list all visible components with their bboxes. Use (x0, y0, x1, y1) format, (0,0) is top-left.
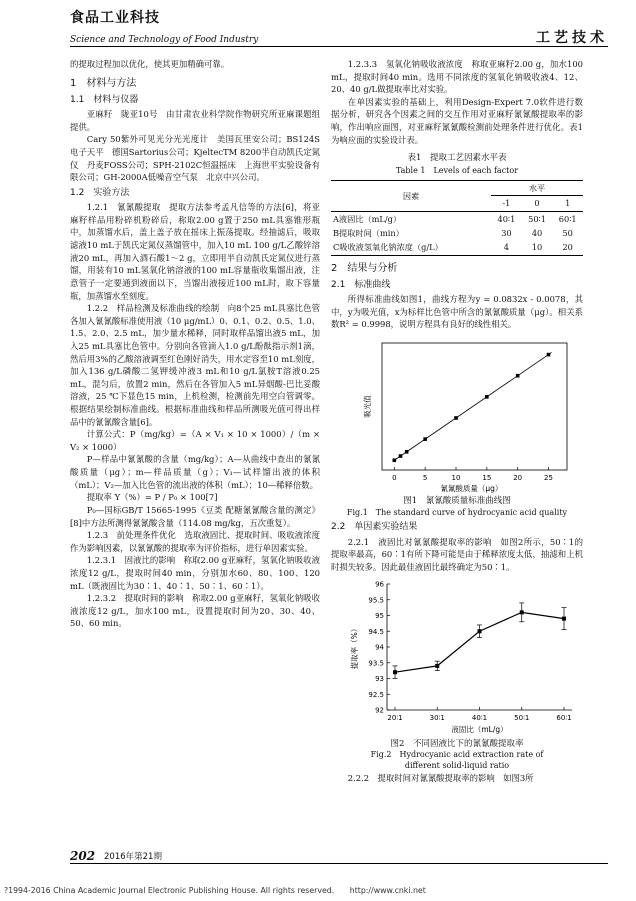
fig2-caption-english-line2: different solid-liquid ratio (404, 761, 510, 771)
fig1-caption-english: Fig.1 The standard curve of hydrocyanic acid quality (346, 507, 568, 517)
extraction-rate-chart (332, 578, 582, 738)
y-tick-label: 93.5 (368, 658, 384, 667)
x-tick-label: 0 (392, 473, 397, 482)
factor-level-table (331, 180, 583, 255)
y-tick-label: 95 (375, 611, 384, 620)
table-cell: 20 (562, 242, 573, 253)
y-tick-label: 93 (375, 674, 384, 683)
header-rule (70, 46, 608, 47)
design-paragraph: 在单因素实验的基础上，利用Design-Expert 7.0软件进行数据分析，研究各个因素之间的交互作用对亚麻籽氰氰酸提取率的影响，作出响应面图，对亚麻籽氰氰酸检测前处理条件进行优化。表1为响应面的实验设计表。 (331, 96, 583, 145)
plot-frame (382, 343, 567, 470)
data-point (562, 616, 566, 620)
y-axis-label: 提取率（%） (350, 624, 359, 670)
table-cell: 30 (501, 227, 512, 238)
x-tick-label: 10 (451, 473, 461, 482)
x-tick-label: 30∶1 (429, 713, 445, 722)
fit-line (394, 352, 551, 460)
footer-rule (70, 863, 608, 864)
data-point (520, 610, 524, 614)
x-tick-label: 60∶1 (556, 713, 572, 722)
subsection-heading-2-2: 2.2 单因素实验结果 (331, 522, 418, 533)
method-1-2-3-2: 1.2.3.2 提取时间的影响 称取2.00 g亚麻籽，氢氧化钠吸收液浓度12 g/L，加水100 mL，设置提取时间为20、30、40、50、60 min。 (70, 593, 320, 629)
table-level: -1 (502, 198, 511, 209)
journal-english-title: Science and Technology of Food Industry (70, 35, 259, 45)
right-column (331, 58, 583, 785)
journal-logo: 食品工业科技 (70, 10, 160, 26)
data-point (485, 395, 489, 399)
formula-2: 提取率 Y（%）= P / P₀ × 100[7] (86, 492, 218, 503)
fig2-caption: 图2 不同固液比下的氰氰酸提取率 (390, 738, 524, 749)
y-tick-label: 96 (375, 580, 384, 589)
x-axis-label: 液固比（mL/g） (451, 724, 508, 734)
formula-2-definitions: P₀—国标GB/T 15665-1995《豆类 配糖氰氰酸含量的测定》[8]中方法所测得氰氰酸含量（114.08 mg/kg，五次重复）。 (70, 504, 320, 528)
table-cell: 50 (562, 227, 573, 238)
table-caption: 表1 提取工艺因素水平表 (407, 153, 507, 164)
table-header-factor: 因素 (402, 190, 420, 201)
issue-label: 2016年第21期 (104, 852, 162, 862)
table-header-level: 水平 (491, 181, 583, 196)
data-point (478, 629, 482, 633)
method-1-2-1: 1.2.1 氰氰酸提取 提取方法参考孟凡信等的方法[6]，将亚麻籽样品用粉碎机粉碎后，称取2.00 g置于250 mL具塞锥形瓶中，加蒸馏水后，盖上盖子放在摇床上振荡提取。经抽滤后，吸取滤液10 mL于凯氏定氮仪蒸馏管中，加入10 mL 100 g/L乙酸锌溶液20 mL，再加入酒石酸1～2 g，立即用半自动凯氏定氮仪进行蒸馏，用装有10 mL氢氧化钠溶液的100 mL容量瓶收集馏出液，注意管子一定要通到液面以下，当馏出液接近100 mL时，取下容量瓶，加蒸馏水至刻度。 (70, 202, 320, 301)
data-point (435, 664, 439, 668)
section-heading-2: 2 结果与分析 (331, 262, 398, 274)
x-tick-label: 20∶1 (387, 713, 403, 722)
data-point (393, 458, 397, 462)
method-1-2-3-3: 1.2.3.3 氢氧化钠吸收液浓度 称取亚麻籽2.00 g，加水100 mL，提取时间40 min。选用不同浓度的氢氧化钠吸收液4、12、20、40 g/L做提取率比对实验。 (331, 59, 583, 95)
time-effect-paragraph: 2.2.2 提取时间对氰氰酸提取率的影响 如图3所 (347, 773, 534, 784)
data-point (405, 450, 409, 454)
data-point (454, 416, 458, 420)
data-point (393, 670, 397, 674)
subsection-heading-2-1: 2.1 标准曲线 (331, 279, 391, 290)
method-1-2-2: 1.2.2 样品检测及标准曲线的绘制 向8个25 mL具塞比色管各加入氰氰酸标准使用液（10 μg/mL）0、0.1、0.2、0.5、1.0、1.5、2.0、2.5 mL，加少量水稀释，同时取样品馏出液5 mL，加入25 mL具塞比色管中。分别向各管滴入1.0 g/L酚酞指示剂1滴，然后用3%的乙酸溶液调至红色刚好消失，用水定容至10 mL刻度，加入136 g/L磷酸二氢钾缓冲液3 mL和10 g/L氯胺T溶液0.25 mL，混匀后，放置2 min，然后在各管加入5 mL异烟酸-巴比妥酸溶液，25 ℃下显色15 min，上机检测，检测前先用空白管调零。根据结果绘制标准曲线。根据标准曲线和样品所测吸光值可得出样品中的氰氰酸含量[6]。 (70, 303, 320, 427)
subsection-heading-1-1: 1.1 材料与仪器 (70, 94, 139, 105)
data-point (399, 454, 403, 458)
y-tick-label: 95.5 (368, 595, 384, 604)
y-axis-label: 吸光值 (363, 395, 372, 418)
table-level: 1 (565, 198, 571, 209)
table-cell: A液固比（mL/g） (333, 213, 402, 224)
fig2-caption-english-line1: Fig.2 Hydrocyanic acid extraction rate of (370, 750, 544, 760)
left-column (70, 58, 320, 630)
table-row (331, 226, 583, 240)
y-tick-label: 94.5 (368, 627, 384, 636)
data-point (423, 437, 427, 441)
section-heading-1: 1 材料与方法 (70, 77, 137, 89)
x-tick-label: 20 (513, 473, 523, 482)
subsection-heading-1-2: 1.2 实验方法 (70, 187, 130, 198)
formula-1: 计算公式：P（mg/kg）=（A × V₁ × 10 × 1000）/（m × V₂ × 1000） (70, 429, 320, 452)
x-axis-label: 氰氰酸质量（μg） (440, 483, 503, 493)
data-point (547, 353, 551, 357)
table-cell: 40 (531, 227, 543, 238)
table-cell: C吸收液氢氧化钠浓度（g/L） (333, 242, 443, 253)
fig1-caption: 图1 氰氰酸质量标准曲线图 (403, 495, 511, 506)
copyright-line: ?1994-2016 China Academic Journal Electronic Publishing House. All rights reserved. http://www.cnki.net (4, 886, 426, 895)
x-tick-label: 5 (422, 473, 428, 482)
y-tick-label: 94 (375, 643, 384, 652)
table-cell: B提取时间（min） (333, 227, 404, 238)
intro-paragraph: 的提取过程加以优化，使其更加精确可靠。 (70, 59, 230, 69)
table-cell: 50∶1 (528, 213, 546, 224)
materials-paragraph: 亚麻籽 陇亚10号 由甘肃农业科学院作物研究所亚麻课题组提供。 (70, 109, 320, 132)
x-tick-label: 50∶1 (514, 713, 530, 722)
instruments-paragraph: Cary 50紫外可见光分光光度计 美国瓦里安公司；BS124S电子天平 德国Sartorius公司；KjeltecTM 8200半自动凯氏定氮仪 丹麦FOSS公司；SPH-2102C恒温摇床 上海世平实验设备有限公司；GH-2000A低噪音空气泵 北京中兴公司。 (70, 134, 320, 183)
standard-curve-paragraph: 所得标准曲线如图1，曲线方程为y = 0.0832x - 0.0078，其中，y为吸光值，x为标样比色管中所含的氰氰酸质量（μg）。相关系数R² = 0.9998，说明方程具有良好的线性相关。 (331, 294, 583, 330)
y-tick-label: 92.5 (368, 690, 384, 699)
table-caption-english: Table 1 Levels of each factor (395, 166, 519, 176)
page-number: 202 (70, 849, 96, 863)
series-line (395, 612, 564, 672)
table-cell: 4 (503, 242, 510, 253)
x-tick-label: 25 (544, 473, 553, 482)
x-tick-label: 40∶1 (471, 713, 488, 722)
y-tick-label: 92 (375, 706, 384, 715)
data-point (516, 374, 520, 378)
table-cell: 10 (531, 242, 543, 253)
formula-1-definitions: P—样品中氰氰酸的含量（mg/kg）；A—从曲线中查出的氰氰酸质量（μg）；m—样品质量（g）；V₁—试样馏出液的体积（mL）；V₂—加入比色管的流出液的体积（mL）；10—稀释倍数。 (70, 454, 320, 490)
table-cell: 40∶1 (497, 213, 516, 224)
method-1-2-3-1: 1.2.3.1 固液比的影响 称取2.00 g亚麻籽，氢氧化钠吸收液浓度12 g/L，提取时间40 min，分别加水60、80、100、120 mL（既液固比为30∶1、40∶1、50∶1、60∶1）。 (70, 555, 320, 591)
x-tick-label: 15 (482, 473, 492, 482)
table-cell: 60∶1 (558, 213, 577, 224)
standard-curve-chart (332, 335, 582, 495)
table-level: 0 (534, 198, 540, 209)
table-row (331, 211, 583, 226)
method-1-2-3: 1.2.3 前处理条件优化 选取液固比、提取时间、吸收液浓度作为影响因素，以氰氰酸的提取率为评价指标，进行单因素实验。 (70, 530, 320, 553)
ratio-effect-paragraph: 2.2.1 液固比对氰氰酸提取率的影响 如图2所示，50∶1的提取率最高，60∶1有所下降可能是由于稀释浓度太低，抽滤和上机时损失较多。因此最佳液固比最终确定为50∶1。 (331, 536, 583, 573)
table-row (331, 240, 583, 255)
section-title: 工艺技术 (536, 30, 608, 46)
